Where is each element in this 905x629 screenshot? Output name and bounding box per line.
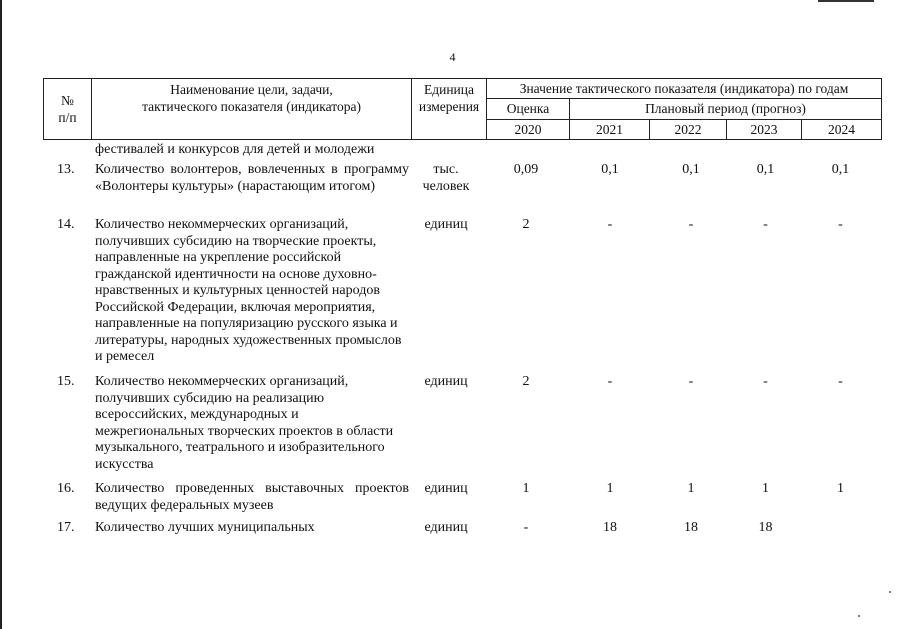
row-value-2023: - — [763, 217, 768, 232]
row-value-2022: 0,1 — [682, 162, 700, 177]
header-name-cell — [92, 79, 412, 140]
row-value-2020: - — [523, 520, 529, 535]
row-value-2021: 1 — [606, 481, 614, 496]
continuation-text: фестивалей и конкурсов для детей и молодежи — [95, 142, 375, 157]
header-num-cell — [44, 79, 92, 140]
row-number: 17. — [57, 520, 75, 535]
row-value-2021: 18 — [603, 520, 617, 535]
header-year-2020: 2020 — [487, 119, 570, 139]
header-year-2023: 2023 — [727, 119, 802, 139]
row-value-2020: 0,09 — [513, 162, 539, 177]
header-values-cell — [487, 79, 882, 99]
row-indicator-name: Количество лучших муниципальных — [95, 520, 315, 535]
header-estimate-label: Оценка — [506, 101, 550, 117]
row-value-2023: 1 — [762, 481, 769, 496]
row-value-2022: - — [688, 374, 694, 389]
row-indicator-name: Количество проведенных выставочных проектов ведущих федеральных музеев — [95, 481, 409, 513]
row-number: 16. — [57, 481, 75, 496]
row-number: 13. — [57, 162, 75, 177]
header-year-2024: 2024 — [802, 119, 882, 139]
scan-speck — [889, 591, 891, 593]
row-unit: единиц — [424, 481, 468, 496]
row-unit: единиц — [424, 520, 468, 535]
scan-speck — [858, 615, 860, 617]
row-value-2022: 1 — [687, 481, 695, 496]
header-values-label: Значение тактического показателя (индикатора) по годам — [519, 81, 849, 97]
row-indicator-name: Количество некоммерческих организаций, получивших субсидию на творческие проекты, направленные на укрепление российской гражданской идентичности на основе духовно-нравственных и культурных ценностей народов Российской Федерации, включая мероприятия, направленные на популяризацию русского языка и литературы, народных художественных промыслов и ремесел — [95, 217, 402, 364]
row-unit: тыс. человек — [422, 162, 470, 194]
header-estimate-cell — [487, 99, 570, 119]
header-planning-label: Плановый период (прогноз) — [645, 101, 806, 117]
table-header — [43, 78, 882, 140]
row-value-2021: - — [607, 217, 613, 232]
row-number: 14. — [57, 217, 75, 232]
page-number: 4 — [449, 50, 456, 64]
row-value-2021: - — [607, 374, 613, 389]
row-indicator-name: Количество некоммерческих организаций, получивших субсидию на реализацию всероссийских, международных и межрегиональных творческих проектов в области музыкального, театрального и изобразительного искусства — [95, 374, 394, 472]
row-value-2022: - — [688, 217, 694, 232]
row-value-2021: 0,1 — [601, 162, 619, 177]
row-value-2020: 2 — [522, 374, 530, 389]
header-num-label: № п/п — [58, 93, 77, 125]
row-unit: единиц — [424, 217, 468, 232]
row-value-2024: - — [838, 374, 843, 389]
header-name-label: Наименование цели, задачи, тактического показателя (индикатора) — [142, 82, 361, 114]
row-value-2023: 0,1 — [756, 162, 775, 177]
header-year-2022: 2022 — [650, 119, 727, 139]
row-value-2023: 18 — [758, 520, 773, 535]
header-unit-label: Единица измерения — [418, 82, 480, 114]
row-indicator-name: Количество волонтеров, вовлеченных в программу «Волонтеры культуры» (нарастающим итогом) — [95, 162, 409, 194]
header-planning-cell — [570, 99, 882, 119]
row-value-2024: 0,1 — [831, 162, 850, 177]
row-value-2024: - — [838, 217, 843, 232]
row-value-2020: 1 — [522, 481, 530, 496]
row-value-2020: 2 — [522, 217, 530, 232]
row-unit: единиц — [424, 374, 468, 389]
page-left-edge — [0, 0, 2, 629]
corner-scan-mark — [818, 0, 874, 2]
row-value-2024: 1 — [837, 481, 844, 496]
row-number: 15. — [57, 374, 75, 389]
row-value-2022: 18 — [684, 520, 698, 535]
header-unit-cell — [412, 79, 487, 140]
row-value-2023: - — [763, 374, 768, 389]
header-year-2021: 2021 — [570, 119, 650, 139]
